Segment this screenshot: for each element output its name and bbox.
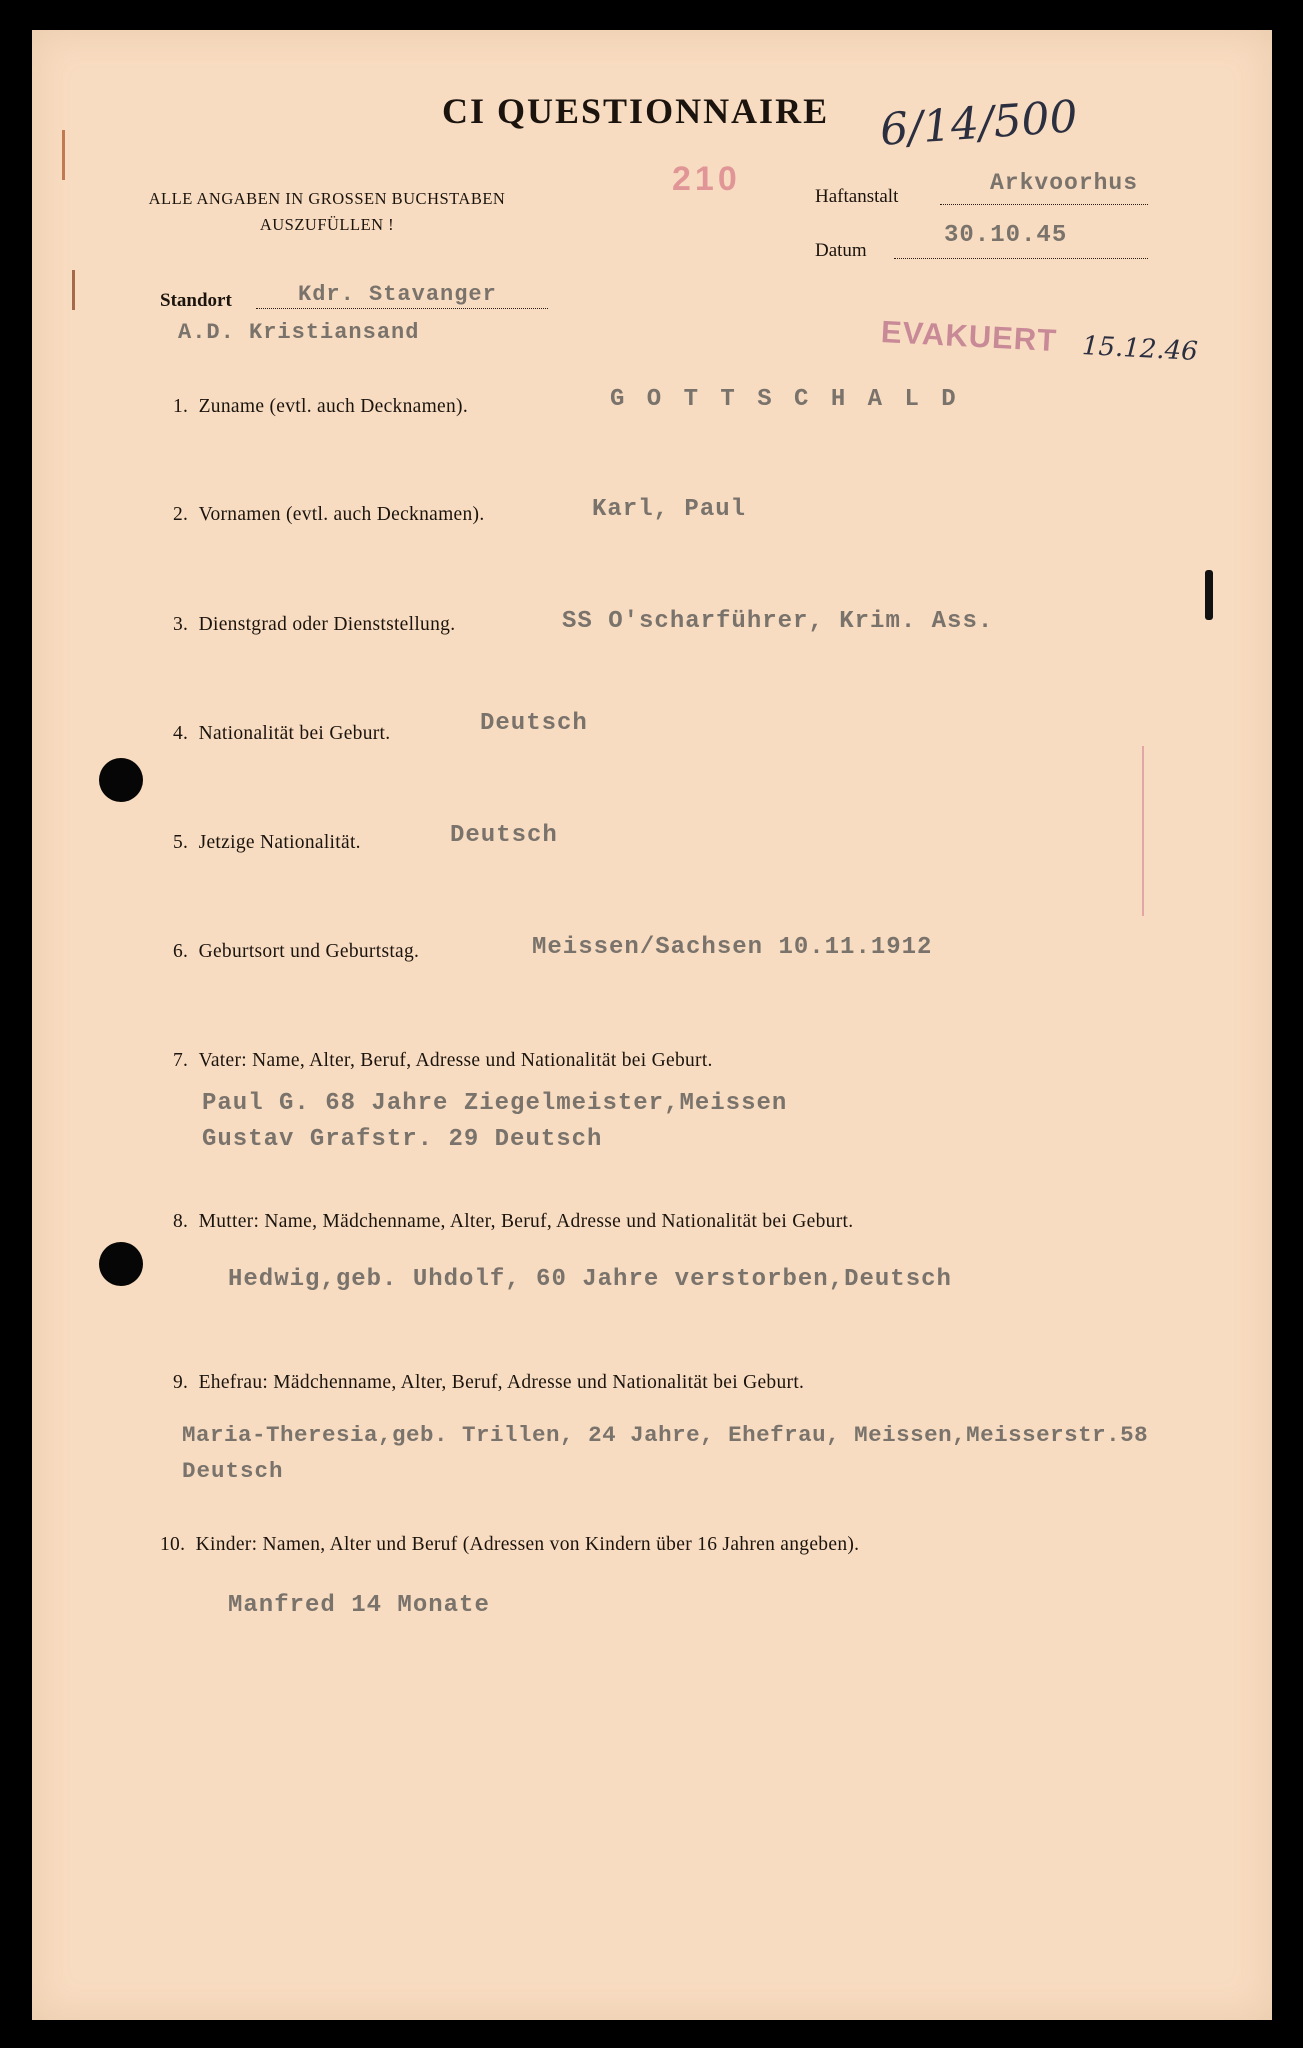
haftanstalt-line	[940, 204, 1148, 205]
question-number: 1.	[173, 396, 189, 417]
standort-value-line2: A.D. Kristiansand	[178, 320, 420, 345]
question-7	[173, 1050, 713, 1072]
question-label: Geburtsort und Geburtstag.	[198, 941, 420, 962]
answer-7-line-2: Gustav Grafstr. 29 Deutsch	[202, 1126, 603, 1153]
evakuert-stamp: EVAKUERT	[880, 314, 1058, 359]
haftanstalt-label: Haftanstalt	[815, 186, 899, 207]
question-label: Jetzige Nationalität.	[198, 832, 361, 853]
datum-value: 30.10.45	[944, 222, 1068, 249]
margin-mark	[72, 270, 75, 310]
question-label: Mutter: Name, Mädchenname, Alter, Beruf, Adresse und Nationalität bei Geburt.	[198, 1211, 854, 1232]
answer-3: SS O'scharführer, Krim. Ass.	[562, 608, 994, 635]
answer-7-line-1: Paul G. 68 Jahre Ziegelmeister,Meissen	[202, 1090, 788, 1117]
question-number: 2.	[173, 504, 189, 525]
question-10	[160, 1534, 859, 1556]
question-number: 4.	[173, 723, 189, 744]
pencil-line	[1142, 746, 1144, 916]
punch-hole	[99, 758, 143, 802]
questionnaire-sheet	[32, 30, 1272, 2020]
question-number: 8.	[173, 1211, 189, 1232]
standort-label: Standort	[160, 290, 232, 311]
question-number: 10.	[160, 1534, 186, 1555]
answer-8: Hedwig,geb. Uhdolf, 60 Jahre verstorben,Deutsch	[228, 1266, 952, 1293]
question-number: 9.	[173, 1372, 189, 1393]
question-9	[173, 1372, 804, 1394]
form-title: CI QUESTIONNAIRE	[442, 91, 830, 131]
question-1	[173, 396, 468, 418]
question-2	[173, 504, 485, 526]
question-3	[173, 614, 455, 636]
question-number: 5.	[173, 832, 189, 853]
question-label: Vater: Name, Alter, Beruf, Adresse und Nationalität bei Geburt.	[198, 1050, 713, 1071]
instruction-line-1: ALLE ANGABEN IN GROSSEN BUCHSTABEN	[148, 189, 506, 208]
standort-value-line1: Kdr. Stavanger	[298, 282, 497, 307]
question-6	[173, 941, 419, 963]
answer-5: Deutsch	[450, 822, 558, 849]
haftanstalt-value: Arkvoorhus	[990, 170, 1139, 196]
question-label: Dienstgrad oder Dienststellung.	[198, 614, 456, 635]
question-label: Vornamen (evtl. auch Decknamen).	[198, 504, 485, 525]
answer-2: Karl, Paul	[592, 496, 747, 523]
question-label: Zuname (evtl. auch Decknamen).	[198, 396, 469, 417]
question-label: Nationalität bei Geburt.	[198, 723, 391, 744]
answer-1: G O T T S C H A L D	[610, 386, 960, 413]
answer-4: Deutsch	[480, 710, 588, 737]
question-5	[173, 832, 361, 854]
datum-line	[894, 258, 1148, 259]
handwritten-reference: 6/14/500	[878, 91, 1080, 156]
instructions	[132, 186, 522, 238]
instruction-line-2: AUSZUFÜLLEN !	[259, 215, 395, 234]
question-number: 7.	[173, 1050, 189, 1071]
question-label: Ehefrau: Mädchenname, Alter, Beruf, Adresse und Nationalität bei Geburt.	[198, 1372, 805, 1393]
ink-mark	[1205, 570, 1213, 620]
datum-label: Datum	[815, 240, 867, 261]
red-stamp: 210	[672, 160, 741, 198]
answer-9-line-1: Maria-Theresia,geb. Trillen, 24 Jahre, Ehefrau, Meissen,Meisserstr.58	[182, 1422, 1149, 1448]
answer-9-line-2: Deutsch	[182, 1458, 284, 1484]
question-8	[173, 1211, 853, 1233]
question-number: 3.	[173, 614, 189, 635]
margin-mark	[62, 130, 65, 180]
standort-line	[256, 308, 548, 309]
answer-10: Manfred 14 Monate	[228, 1592, 490, 1619]
punch-hole	[99, 1242, 143, 1286]
question-label: Kinder: Namen, Alter und Beruf (Adressen von Kindern über 16 Jahren angeben).	[195, 1534, 860, 1555]
evakuert-handwritten-date: 15.12.46	[1081, 330, 1199, 368]
question-4	[173, 723, 390, 745]
question-number: 6.	[173, 941, 189, 962]
answer-6: Meissen/Sachsen 10.11.1912	[532, 934, 933, 961]
